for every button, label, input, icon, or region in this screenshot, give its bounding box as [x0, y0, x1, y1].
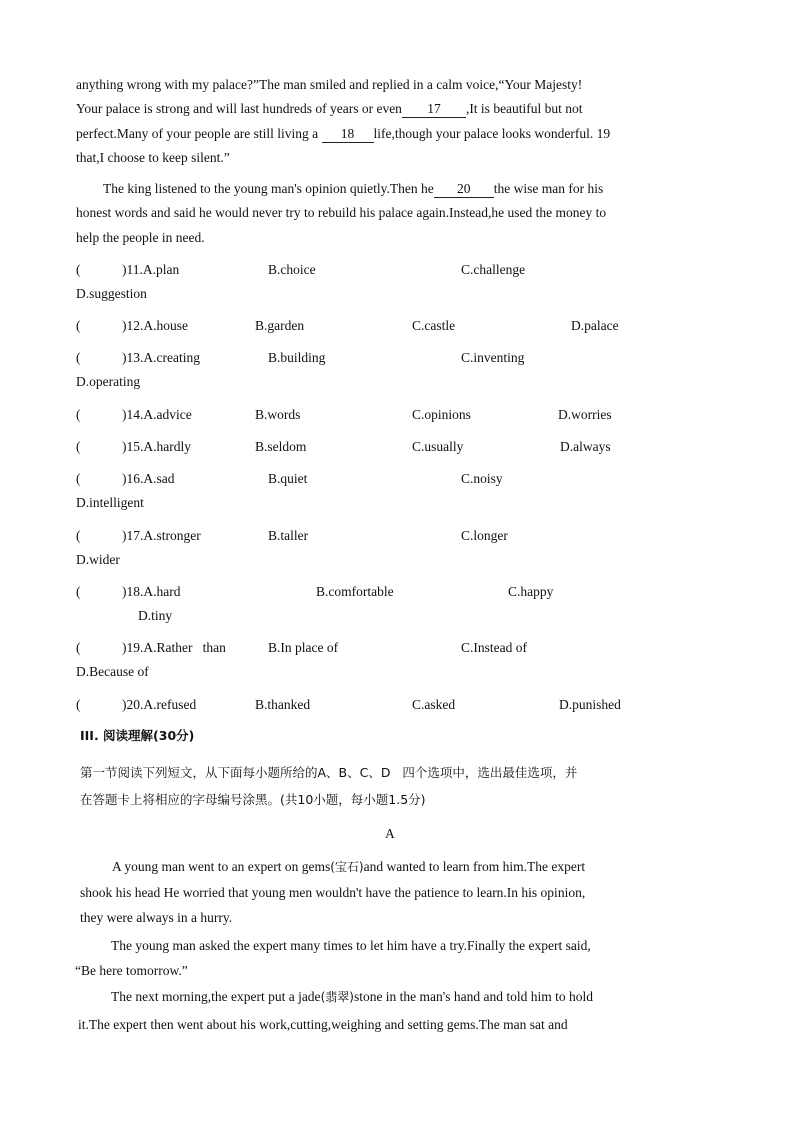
blank-17: 17 — [402, 101, 466, 118]
answer-paren[interactable]: ( — [76, 471, 81, 486]
passage-line — [76, 177, 643, 201]
passage-line — [80, 854, 642, 880]
question-19 — [76, 638, 666, 658]
text-segment: The next morning,the expert put a jade — [111, 989, 321, 1004]
passage-top — [76, 73, 643, 170]
text-segment: and wanted to learn from him.The expert — [363, 859, 586, 874]
option-a: )16.A.sad — [122, 471, 175, 486]
text-segment: perfect.Many of your people are still living a — [76, 125, 322, 141]
option-d: D.always — [560, 439, 611, 454]
option-d: D.Because of — [76, 664, 149, 679]
text-segment: ,It is beautiful but not — [465, 101, 583, 117]
question-17 — [76, 526, 666, 546]
answer-paren[interactable]: ( — [76, 407, 81, 422]
passage-line: anything wrong with my palace?”The man smiled and replied in a calm voice,“Your Majesty! — [76, 77, 583, 92]
question-15 — [76, 437, 666, 457]
option-d: D.operating — [76, 374, 141, 389]
question-19-wrap — [76, 662, 666, 682]
question-16 — [76, 469, 666, 489]
option-b: B.seldom — [255, 439, 307, 454]
question-17-wrap — [76, 550, 666, 570]
instructions-line: 第一节阅读下列短文，从下面每小题所给的A、B、C、D 四个选项中，选出最佳选项，并 — [80, 765, 578, 780]
text-segment: the wise man for his — [493, 181, 604, 196]
text-segment: The king listened to the young man's opinion quietly.Then he — [103, 181, 434, 196]
passage-king — [76, 177, 643, 250]
option-a: )13.A.creating — [122, 350, 200, 365]
option-d: D.worries — [558, 407, 612, 422]
option-c: C.Instead of — [461, 640, 527, 655]
option-c: C.castle — [412, 318, 456, 333]
option-a: )15.A.hardly — [122, 439, 191, 454]
passage-line: honest words and said he would never try to rebuild his palace again.Instead,he used the money to — [76, 205, 607, 221]
option-b: B.building — [268, 350, 326, 365]
option-d: D.palace — [571, 318, 619, 333]
passage-line: help the people in need. — [76, 229, 205, 245]
passage-a-p1 — [80, 854, 642, 930]
question-20 — [76, 695, 666, 715]
passage-line: “Be here tomorrow.” — [75, 963, 188, 978]
option-b: B.comfortable — [316, 584, 394, 599]
option-a: )14.A.advice — [122, 407, 192, 422]
question-14 — [76, 405, 666, 425]
option-a: )17.A.stronger — [122, 528, 201, 543]
answer-paren[interactable]: ( — [76, 439, 81, 454]
passage-line — [75, 933, 637, 958]
text-segment: A young man went to an expert on gems — [112, 859, 331, 874]
option-a: )18.A.hard — [122, 584, 181, 599]
answer-paren[interactable]: ( — [76, 640, 81, 655]
passage-line — [78, 983, 638, 1011]
question-18-wrap — [76, 606, 666, 626]
option-a: )19.A.Rather than — [122, 640, 226, 655]
answer-paren[interactable]: ( — [76, 584, 81, 599]
option-b: B.taller — [268, 528, 309, 543]
question-18 — [76, 582, 666, 602]
blank-18: 18 — [322, 126, 374, 143]
answer-paren[interactable]: ( — [76, 262, 81, 277]
option-c: C.challenge — [461, 262, 526, 277]
option-c: C.longer — [461, 528, 508, 543]
text-segment: The young man asked the expert many times to let him have a try.Finally the expert said, — [111, 938, 591, 953]
question-11 — [76, 260, 666, 280]
passage-label: A — [385, 826, 395, 841]
gloss: (翡翠) — [320, 990, 354, 1004]
option-b: B.garden — [255, 318, 305, 333]
option-d: D.tiny — [138, 608, 173, 623]
instructions-line: 在答题卡上将相应的字母编号涂黑。(共10小题，每小题1.5分) — [80, 792, 426, 807]
question-13 — [76, 348, 666, 368]
passage-line: shook his head He worried that young men wouldn't have the patience to learn.In his opinion, — [80, 885, 586, 900]
option-d: D.suggestion — [76, 286, 147, 301]
text-segment: Your palace is strong and will last hundreds of years or even — [76, 101, 402, 117]
option-c: C.opinions — [412, 407, 471, 422]
passage-a-p2 — [75, 933, 637, 983]
question-11-wrap — [76, 284, 666, 304]
option-b: B.quiet — [268, 471, 308, 486]
option-c: C.asked — [412, 697, 456, 712]
option-a: )12.A.house — [122, 318, 188, 333]
option-b: B.thanked — [255, 697, 311, 712]
answer-paren[interactable]: ( — [76, 697, 81, 712]
passage-a-p3 — [78, 983, 638, 1038]
question-16-wrap — [76, 493, 666, 513]
option-d: D.wider — [76, 552, 120, 567]
option-d: D.punished — [559, 697, 621, 712]
passage-line — [76, 97, 643, 121]
text-segment: life,though your palace looks wonderful. 19 — [373, 125, 611, 141]
question-12 — [76, 316, 666, 336]
passage-line: that,I choose to keep silent.” — [76, 149, 230, 165]
section-title: III. 阅读理解(30分) — [80, 728, 195, 743]
option-c: C.inventing — [461, 350, 525, 365]
option-c: C.happy — [508, 584, 554, 599]
passage-line: it.The expert then went about his work,cutting,weighing and setting gems.The man sat and — [78, 1017, 568, 1032]
text-segment: stone in the man's hand and told him to hold — [353, 989, 593, 1004]
answer-paren[interactable]: ( — [76, 528, 81, 543]
option-b: B.words — [255, 407, 301, 422]
option-c: C.noisy — [461, 471, 503, 486]
option-c: C.usually — [412, 439, 464, 454]
option-a: )20.A.refused — [122, 697, 197, 712]
passage-line: they were always in a hurry. — [80, 910, 233, 925]
answer-paren[interactable]: ( — [76, 350, 81, 365]
option-b: B.In place of — [268, 640, 339, 655]
answer-paren[interactable]: ( — [76, 318, 81, 333]
question-13-wrap — [76, 372, 666, 392]
option-d: D.intelligent — [76, 495, 144, 510]
gloss: (宝石) — [330, 860, 364, 874]
option-a: )11.A.plan — [122, 262, 180, 277]
option-b: B.choice — [268, 262, 316, 277]
passage-line — [76, 122, 643, 146]
blank-20: 20 — [434, 181, 494, 198]
